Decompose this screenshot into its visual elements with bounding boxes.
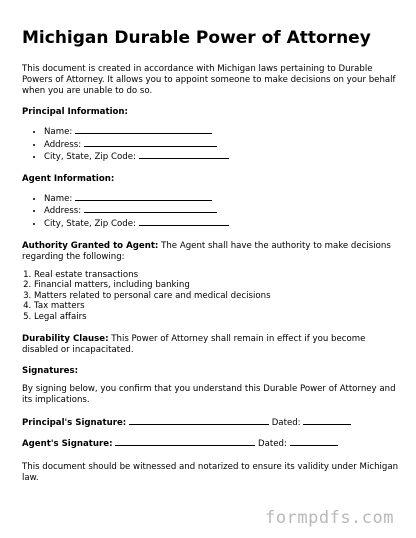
watermark: formpdfs.com bbox=[265, 508, 394, 528]
principal-signature-label: Principal's Signature: bbox=[22, 417, 127, 428]
agent-fields bbox=[22, 192, 402, 230]
principal-signature-row bbox=[22, 416, 402, 429]
list-item: 1. Real estate transactions bbox=[34, 270, 402, 281]
list-item: 3. Matters related to personal care and medical decisions bbox=[34, 291, 402, 302]
list-item: 4. Tax matters bbox=[34, 301, 402, 312]
agent-heading: Agent Information: bbox=[22, 173, 115, 184]
agent-signature-row bbox=[22, 437, 402, 450]
list-item: 5. Legal affairs bbox=[34, 312, 402, 323]
list-item: 2. Financial matters, including banking bbox=[34, 280, 402, 291]
document-page bbox=[22, 27, 402, 484]
intro-paragraph: This document is created in accordance with Michigan laws pertaining to Durable Powers of Attorney. It allows you to appoint someone to make decisions on your behalf when you are unable to do so. bbox=[22, 64, 396, 96]
agent-signature-line[interactable] bbox=[115, 437, 255, 446]
dated-label: Dated: bbox=[271, 417, 301, 428]
signatures-heading: Signatures: bbox=[22, 365, 79, 376]
fill-line bbox=[84, 204, 217, 213]
durability-text: This Power of Attorney shall remain in effect if you become disabled or incapacitated. bbox=[22, 333, 366, 355]
principal-city-field[interactable]: • City, State, Zip Code: bbox=[44, 150, 402, 163]
agent-date-line[interactable] bbox=[290, 437, 338, 446]
authority-text: The Agent shall have the authority to make decisions regarding the following: bbox=[22, 240, 391, 262]
principal-fields bbox=[22, 125, 402, 163]
fill-line bbox=[84, 138, 217, 147]
agent-address-field[interactable]: • Address: bbox=[44, 204, 402, 217]
authority-list bbox=[22, 270, 402, 323]
fill-line bbox=[75, 125, 212, 134]
fill-line bbox=[139, 217, 229, 226]
principal-address-field[interactable]: • Address: bbox=[44, 138, 402, 151]
footer-note: This document should be witnessed and notarized to ensure its validity under Michigan law. bbox=[22, 461, 399, 483]
principal-date-line[interactable] bbox=[303, 416, 351, 425]
authority-label: Authority Granted to Agent: bbox=[22, 240, 159, 251]
agent-signature-label: Agent's Signature: bbox=[22, 438, 113, 449]
signatures-paragraph: By signing below, you confirm that you understand this Durable Power of Attorney and its implications. bbox=[22, 383, 396, 405]
principal-signature-line[interactable] bbox=[129, 416, 269, 425]
dated-label: Dated: bbox=[258, 438, 287, 449]
fill-line bbox=[75, 192, 212, 201]
durability-paragraph bbox=[22, 334, 402, 356]
agent-city-field[interactable]: • City, State, Zip Code: bbox=[44, 217, 402, 230]
principal-name-field[interactable]: • Name: bbox=[44, 125, 402, 138]
durability-label: Durability Clause: bbox=[22, 333, 109, 344]
authority-paragraph bbox=[22, 241, 402, 263]
document-title: Michigan Durable Power of Attorney bbox=[22, 28, 371, 48]
fill-line bbox=[139, 150, 229, 159]
agent-name-field[interactable]: • Name: bbox=[44, 192, 402, 205]
principal-heading: Principal Information: bbox=[22, 107, 128, 117]
